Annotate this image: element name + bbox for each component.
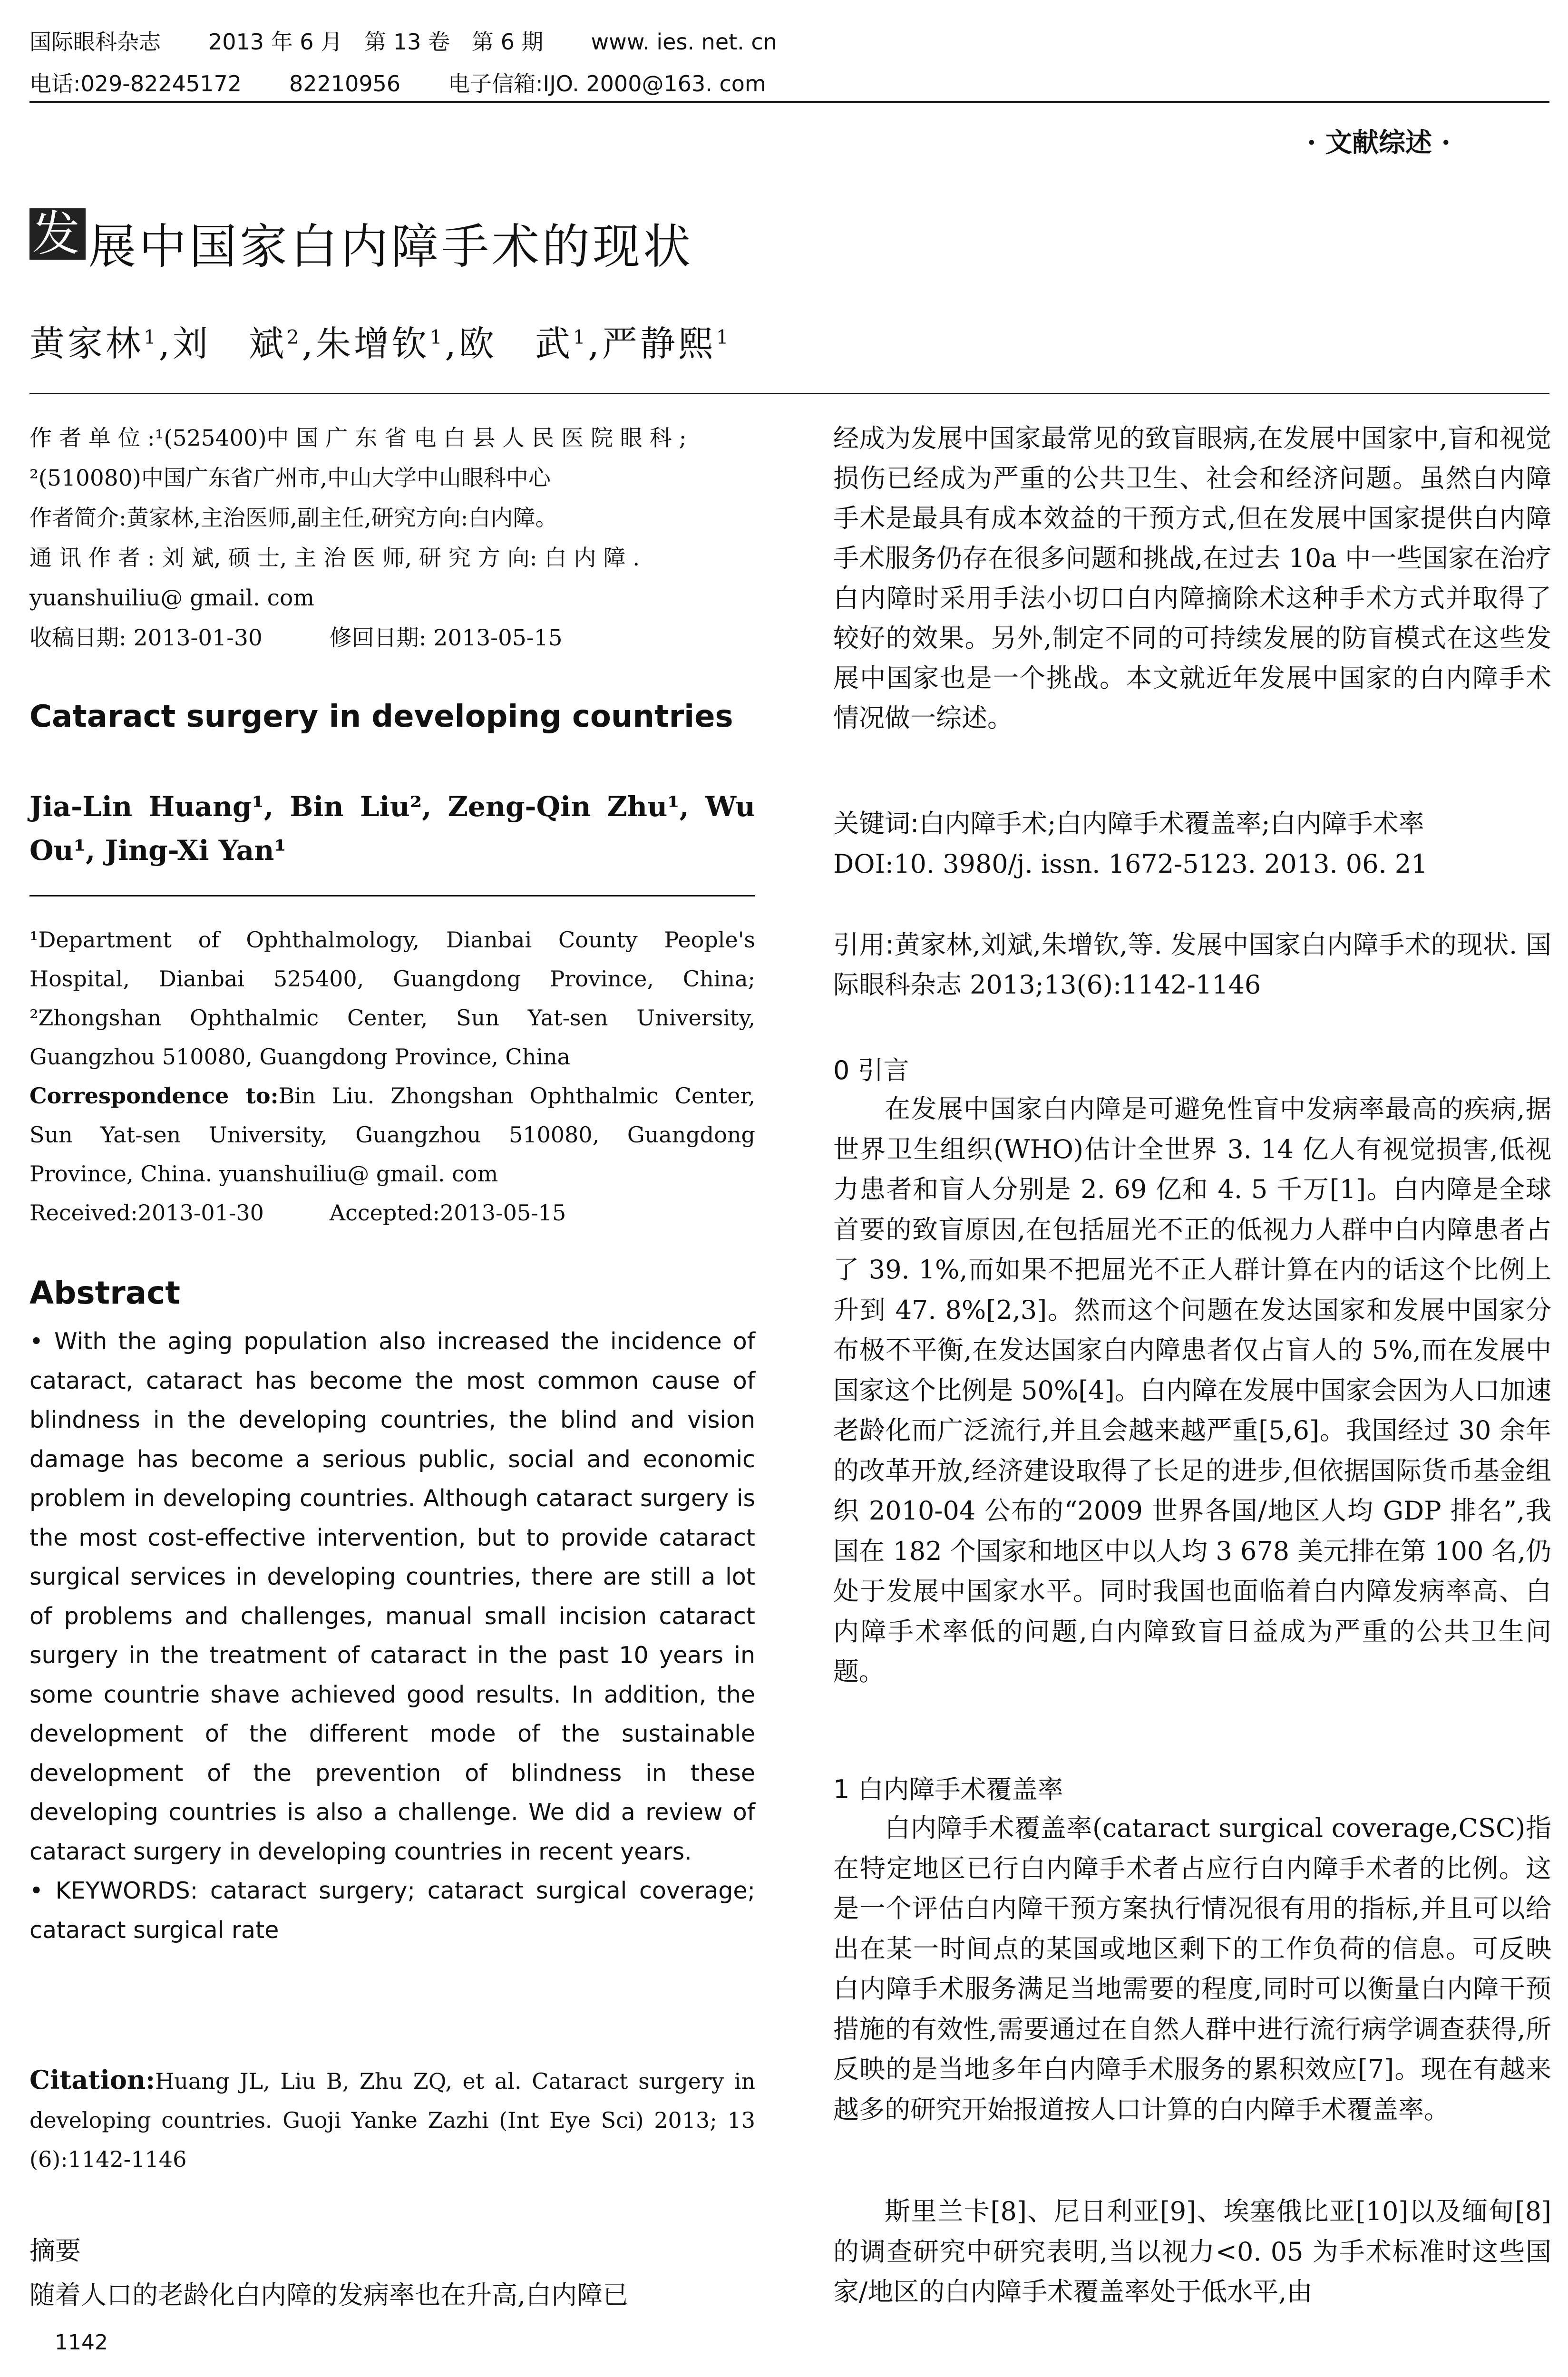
author-list: 黄家林$^1$,刘 斌$^2$,朱增钦$^1$,欧 武$^1$,严静熙$^1$: [29, 323, 731, 364]
email: 电子信箱:IJO. 2000@163. com: [448, 71, 766, 97]
title-rule: [29, 393, 1549, 394]
citation-block: [29, 2060, 755, 2179]
zh-keywords-text: 白内障手术;白内障手术覆盖率;白内障手术率: [919, 809, 1424, 838]
english-affiliation-block: [29, 920, 755, 1232]
running-header-line1: [29, 25, 825, 56]
dates: 收稿日期: 2013-01-30 修回日期: 2013-05-15: [29, 625, 563, 651]
article-title: [29, 208, 693, 277]
correspondence-author: 通 讯 作 者 : 刘 斌, 硕 士, 主 治 医 师, 研 究 方 向: 白 内 障 .: [29, 545, 640, 571]
citation-text: Huang JL, Liu B, Zhu ZQ, et al. Cataract surgery in developing countries. Guoji Yanke Zazhi (Int Eye Sci) 2013; 13 (6):1142-1146: [29, 2068, 755, 2172]
affiliation-line: ²(510080)中国广东省广州市,中山大学中山眼科中心: [29, 465, 551, 491]
author: 黄家林$^1$: [29, 323, 159, 364]
phone-2: 82210956: [289, 71, 401, 97]
page-number: 1142: [55, 2330, 108, 2355]
title-rest: 展中国家白内障手术的现状: [88, 219, 693, 274]
website: www. ies. net. cn: [591, 29, 777, 55]
issue-info: 2013 年 6 月 第 13 卷 第 6 期: [208, 29, 544, 55]
zh-citation-label: 引用:: [833, 930, 894, 960]
zh-abstract-heading: 摘要: [29, 2236, 81, 2266]
doi: DOI:10. 3980/j. issn. 1672-5123. 2013. 06. 21: [833, 849, 1428, 879]
author-affiliation-mark: 1: [573, 326, 588, 349]
author-affiliation-mark: 2: [286, 326, 302, 349]
english-title: Cataract surgery in developing countries: [29, 699, 733, 734]
zh-citation: [833, 925, 1551, 1005]
section-tag: · 文献综述 ·: [1307, 127, 1451, 158]
author-affiliation-mark: 1: [716, 326, 731, 349]
abstract-heading: Abstract: [29, 1275, 180, 1311]
correspondence-text: Bin Liu. Zhongshan Ophthalmic Center, Sun Yat-sen University, Guangzhou 510080, Guangdong Province, China. yuanshuiliu@ gmail. com: [29, 1083, 755, 1187]
section-1-paragraph-2: 斯里兰卡[8]、尼日利亚[9]、埃塞俄比亚[10]以及缅甸[8]的调查研究中研究表明,当以视力<0. 05 为手术标准时这些国家/地区的白内障手术覆盖率处于低水平,由: [833, 2196, 1551, 2307]
author: 朱增钦$^1$: [315, 323, 445, 364]
zh-abstract-start: 随着人口的老龄化白内障的发病率也在升高,白内障已: [29, 2280, 629, 2310]
correspondence: [29, 1076, 755, 1193]
section-0-paragraph: 在发展中国家白内障是可避免性盲中发病率最高的疾病,据世界卫生组织(WHO)估计全世界 3. 14 亿人有视觉损害,低视力患者和盲人分别是 2. 69 亿和 4. 5 千万[1]。白内障是全球首要的致盲原因,在包括屈光不正的低视力人群中白内障患者占了 39. 1%,而如果不把屈光不正人群计算在内的话这个比例上升到 47. 8%[2,3]。然而这个问题在发达国家和发展中国家分布极不平衡,在发达国家白内障患者仅占盲人的 5%,而在发展中国家这个比例是 50%[4]。白内障在发展中国家会因为人口加速老龄化而广泛流行,并且会越来越严重[5,6]。我国经过 30 余年的改革开放,经济建设取得了长足的进步,但依据国际货币基金组织 2010-04 公布的“2009 世界各国/地区人均 GDP 排名”,我国在 182 个国家和地区中以人均 3 678 美元排在第 100 名,仍处于发展中国家水平。同时我国也面临着白内障发病率高、白内障手术率低的问题,白内障致盲日益成为严重的公共卫生问题。: [833, 1094, 1551, 1686]
phone: 电话:029-82245172: [29, 71, 242, 97]
zh-citation-text: 黄家林,刘斌,朱增钦,等. 发展中国家白内障手术的现状. 国际眼科杂志 2013;13(6):1142-1146: [833, 930, 1551, 1000]
received-accepted: Received:2013-01-30 Accepted:2013-05-15: [29, 1200, 566, 1226]
author: 刘 斌$^2$: [172, 323, 302, 364]
zh-keywords-label: 关键词:: [833, 809, 919, 838]
author: 严静熙$^1$: [602, 323, 731, 364]
author-intro: 作者简介:黄家林,主治医师,副主任,研究方向:白内障。: [29, 505, 558, 531]
left-rule: [29, 895, 755, 896]
journal-name: 国际眼科杂志: [29, 29, 161, 55]
zh-keywords: [833, 804, 1551, 844]
english-authors: Jia-Lin Huang¹, Bin Liu², Zeng-Qin Zhu¹, Wu Ou¹, Jing-Xi Yan¹: [29, 790, 755, 867]
correspondence-email: yuanshuiliu@ gmail. com: [29, 585, 314, 611]
english-affiliation: ¹Department of Ophthalmology, Dianbai County People's Hospital, Dianbai 525400, Guangdong Province, China; ²Zhongshan Ophthalmic Center, Sun Yat-sen University, Guangzhou 510080, Guangdong Province, China: [29, 927, 755, 1070]
affiliation-block: [29, 419, 755, 658]
header-rule: [29, 101, 1549, 103]
author: 欧 武$^1$: [458, 323, 588, 364]
abstract-body: [29, 1322, 755, 1950]
affiliation-line: 作 者 单 位 :¹(525400)中 国 广 东 省 电 白 县 人 民 医 院 眼 科 ;: [29, 425, 687, 451]
section-1-paragraph-1: 白内障手术覆盖率(cataract surgical coverage,CSC)指在特定地区已行白内障手术者占应行白内障手术者的比例。这是一个评估白内障干预方案执行情况很有用的指标,并且可以给出在某一时间点的某国或地区剩下的工作负荷的信息。可反映白内障手术服务满足当地需要的程度,同时可以衡量白内障干预措施的有效性,需要通过在自然人群中进行流行病学调查获得,所反映的是当地多年白内障手术服务的累积效应[7]。现在有越来越多的研究开始报道按人口计算的白内障手术覆盖率。: [833, 1813, 1551, 2124]
section-0-heading: 0 引言: [833, 1055, 909, 1085]
zh-abstract-continued: 经成为发展中国家最常见的致盲眼病,在发展中国家中,盲和视觉损伤已经成为严重的公共卫生、社会和经济问题。虽然白内障手术是最具有成本效益的干预方式,但在发展中国家提供白内障手术服务仍存在很多问题和挑战,在过去 10a 中一些国家在治疗白内障时采用手法小切口白内障摘除术这种手术方式并取得了较好的效果。另外,制定不同的可持续发展的防盲模式在这些发展中国家也是一个挑战。本文就近年发展中国家的白内障手术情况做一综述。: [833, 423, 1551, 733]
running-header-line2: [29, 67, 814, 98]
abstract-keywords: • KEYWORDS: cataract surgery; cataract surgical coverage; cataract surgical rate: [29, 1877, 755, 1944]
section-1-heading: 1 白内障手术覆盖率: [833, 1774, 1063, 1804]
correspondence-label: Correspondence to:: [29, 1083, 279, 1109]
author-affiliation-mark: 1: [144, 326, 159, 349]
title-first-char: 发: [29, 208, 86, 260]
author-affiliation-mark: 1: [429, 326, 445, 349]
abstract-text: • With the aging population also increased the incidence of cataract, cataract has become the most common cause of blindness in the developing countries, the blind and vision damage has become a serious public, social and economic problem in developing countries. Although cataract surgery is the most cost-effective intervention, but to provide cataract surgical services in developing countries, there are still a lot of problems and challenges, manual small incision cataract surgery in the treatment of cataract in the past 10 years in some countrie shave achieved good results. In addition, the development of the different mode of the sustainable development of the prevention of blindness in these developing countries is also a challenge. We did a review of cataract surgery in developing countries in recent years.: [29, 1328, 755, 1865]
citation-label: Citation:: [29, 2065, 156, 2095]
